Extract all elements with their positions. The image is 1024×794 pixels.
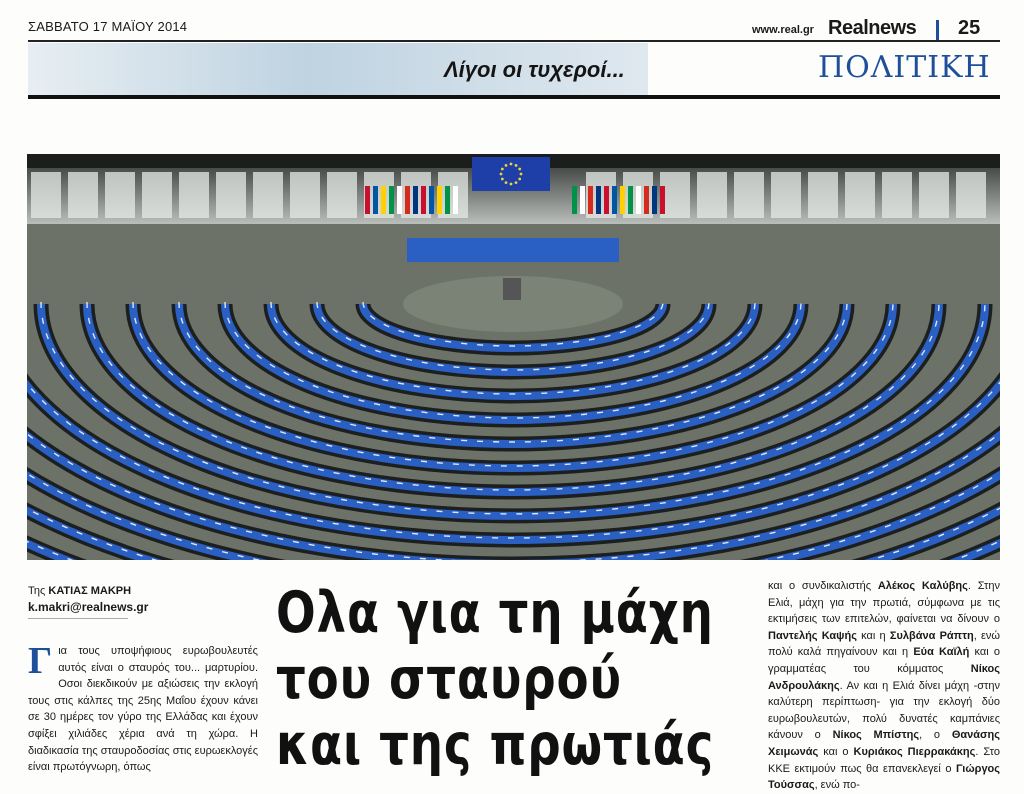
section-rule [28, 95, 1000, 99]
gallery-window [327, 172, 357, 218]
flag-star [500, 173, 503, 176]
gallery-window [808, 172, 838, 218]
flag-star [515, 181, 518, 184]
national-flag [580, 186, 585, 214]
flag-star [510, 163, 513, 166]
right-text-3: και η [856, 629, 890, 642]
national-flag [437, 186, 442, 214]
national-flag [612, 186, 617, 214]
national-flag [660, 186, 665, 214]
gallery-window [697, 172, 727, 218]
national-flag [445, 186, 450, 214]
name-pierrakakis: Κυριάκος Πιερρακάκης [853, 745, 976, 758]
name-kaili: Εύα Καϊλή [913, 646, 970, 659]
name-bistis: Νίκος Μπίστης [832, 729, 920, 742]
gallery-window [956, 172, 986, 218]
flag-star [515, 164, 518, 167]
name-toussas: Γιώργος Τούσσας [768, 762, 1000, 792]
gallery-window [179, 172, 209, 218]
gallery-window [31, 172, 61, 218]
flag-star [518, 168, 521, 171]
national-flag [644, 186, 649, 214]
national-flag [389, 186, 394, 214]
national-flag [652, 186, 657, 214]
flag-star [501, 178, 504, 181]
drop-cap: Γ [28, 640, 53, 682]
headline-line-2: του σταυρού [276, 646, 622, 712]
gallery-window [845, 172, 875, 218]
flag-star [518, 178, 521, 181]
gallery-window [734, 172, 764, 218]
name-kalyvis: Αλέκος Καλύβης [877, 580, 968, 592]
right-text-1: και ο συνδικαλιστής [768, 580, 878, 592]
eu-flag [472, 157, 550, 191]
national-flag [628, 186, 633, 214]
article-column-right [768, 578, 1000, 794]
flag-star [505, 164, 508, 167]
national-flag [421, 186, 426, 214]
flag-star [501, 168, 504, 171]
parliament-photo [27, 154, 1000, 560]
national-flag [596, 186, 601, 214]
national-flag [373, 186, 378, 214]
national-flag [453, 186, 458, 214]
name-kapsis: Παντελής Καψής [768, 629, 857, 642]
right-text-6: . Αν και η Ελιά δίνει μάχη -στην καλύτερη περίπτωση- για την εκλογή δύο ευρωβουλευτών, πολύ δυνατές καμπάνιες κάνουν ο [768, 679, 1000, 742]
flag-star [520, 173, 523, 176]
gallery-window [105, 172, 135, 218]
brand-divider [936, 20, 939, 40]
national-flag [604, 186, 609, 214]
right-text-2: . Στην Ελιά, μάχη για την πρωτιά, σύμφωνα με τις εκτιμήσεις των επιτελών, φαίνεται να δίνουν ο [768, 580, 1000, 626]
national-flag [365, 186, 370, 214]
issue-date: ΣΑΒΒΑΤΟ 17 ΜΑΪΟΥ 2014 [28, 19, 188, 34]
header-rule [28, 40, 1000, 42]
right-text-4: , ενώ πολύ καλά πηγαίνουν και η [768, 629, 1001, 659]
gallery-window [253, 172, 283, 218]
presidium-desk [407, 238, 619, 262]
name-rapti: Συλβάνα Ράπτη [889, 629, 974, 642]
gallery-window [68, 172, 98, 218]
author-email[interactable]: k.makri@realnews.gr [28, 600, 149, 614]
gallery-window [290, 172, 320, 218]
national-flag [620, 186, 625, 214]
gallery-window [142, 172, 172, 218]
national-flag [588, 186, 593, 214]
gallery-window [216, 172, 246, 218]
article-text-left: ια τους υποψήφιους ευρωβουλευτές αυτός είναι ο σταυρός του... μαρτυρίου. Οσοι διεκδικούν με αξιώσεις την εκλογή τους στις κάλπες της 25ης Μαΐου έχουν κάνει σε 30 ημέρες τον γύρο της Ελλάδας και έχουν σφίξει χιλιάδες χέρια ανά τη χώρα. Η διαδικασία της σταυροδοσίας στις ευρωεκλογές είναι πρωτόγνωρη, όπως [28, 645, 258, 774]
gallery-window [771, 172, 801, 218]
national-flag [429, 186, 434, 214]
section-title: ΠΟΛΙΤΙΚΗ [818, 50, 991, 85]
national-flag [381, 186, 386, 214]
kicker-text: Λίγοι οι τυχεροί... [444, 57, 625, 82]
national-flag [572, 186, 577, 214]
article-headline [276, 580, 715, 778]
page-number: 25 [958, 17, 981, 39]
national-flag [405, 186, 410, 214]
hemicycle-illustration [27, 154, 1000, 560]
headline-line-1: Ολα για τη μάχη [276, 580, 714, 646]
byline-rule [28, 618, 128, 619]
national-flag [413, 186, 418, 214]
right-text-10: , ενώ πο- [814, 779, 860, 792]
right-text-8: και ο [818, 745, 854, 758]
name-cheimonas: Θανάσης Χειμωνάς [768, 729, 1000, 758]
right-text-7: , ο [919, 729, 952, 742]
flag-star [510, 183, 513, 186]
right-text-9: . Στο ΚΚΕ εκτιμούν πως θα επανεκλεγεί ο [768, 745, 1000, 775]
brand-logo: Realnews [828, 17, 917, 39]
national-flag [397, 186, 402, 214]
article-column-left [28, 640, 258, 776]
right-text-5: και ο γραμματέας του κόμματος [768, 646, 1000, 675]
byline-prefix: Της [28, 585, 46, 597]
byline-author: ΚΑΤΙΑΣ ΜΑΚΡΗ [48, 585, 132, 597]
flag-star [505, 181, 508, 184]
gallery-window [882, 172, 912, 218]
headline-line-3: και της πρωτιάς [276, 712, 715, 778]
site-url: www.real.gr [752, 24, 814, 36]
speaker-podium [503, 278, 521, 300]
name-androulakis: Νίκος Ανδρουλάκης [768, 662, 1000, 692]
gallery-window [919, 172, 949, 218]
national-flag [636, 186, 641, 214]
byline [28, 585, 131, 597]
